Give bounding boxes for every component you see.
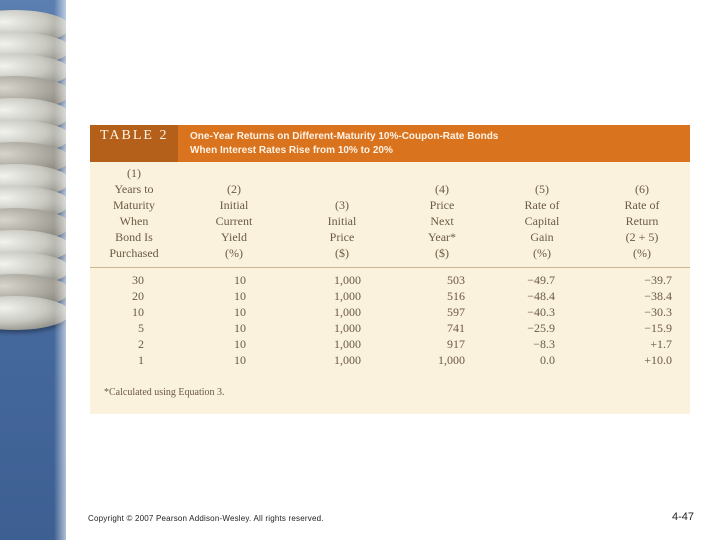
table-title <box>190 130 680 158</box>
cell-initial-price: 1,000 <box>334 353 361 367</box>
cell-price-next-year: 516 <box>447 289 465 303</box>
column-header-current-yield: (2) Initial Current Yield (%) <box>178 162 290 268</box>
cell-price-next-year: 741 <box>447 321 465 335</box>
table-banner <box>90 125 690 162</box>
cell-maturity: 20 <box>132 289 144 303</box>
cell-initial-price: 1,000 <box>334 337 361 351</box>
column-header-rate-of-return: (6) Rate of Return (2 + 5) (%) <box>594 162 690 268</box>
cell-capital-gain: −8.3 <box>533 337 555 351</box>
table-row <box>90 268 690 289</box>
cell-maturity: 5 <box>138 321 144 335</box>
table-label: TABLE 2 <box>90 125 178 162</box>
cell-capital-gain: −48.4 <box>527 289 555 303</box>
cell-rate-of-return: −39.7 <box>644 273 672 287</box>
cell-maturity: 30 <box>132 273 144 287</box>
column-header-maturity: (1) Years to Maturity When Bond Is Purchased <box>90 162 178 268</box>
cell-maturity: 10 <box>132 305 144 319</box>
cell-current-yield: 10 <box>234 273 246 287</box>
cell-rate-of-return: +10.0 <box>644 353 672 367</box>
table-title-line-1: One-Year Returns on Different-Maturity 10%-Coupon-Rate Bonds <box>190 131 499 142</box>
cell-current-yield: 10 <box>234 289 246 303</box>
cell-rate-of-return: −15.9 <box>644 321 672 335</box>
table-row <box>90 304 690 320</box>
slide-number: 4-47 <box>672 511 695 523</box>
column-header-capital-gain: (5) Rate of Capital Gain (%) <box>490 162 594 268</box>
cell-initial-price: 1,000 <box>334 321 361 335</box>
table-panel <box>90 125 690 414</box>
header-row <box>90 162 690 268</box>
cell-current-yield: 10 <box>234 337 246 351</box>
copyright-notice: Copyright © 2007 Pearson Addison-Wesley. All rights reserved. <box>88 514 324 523</box>
cell-rate-of-return: +1.7 <box>650 337 672 351</box>
cell-initial-price: 1,000 <box>334 305 361 319</box>
cell-maturity: 1 <box>138 353 144 367</box>
table-row <box>90 336 690 352</box>
column-header-price-next-year: (4) Price Next Year* ($) <box>394 162 490 268</box>
cell-current-yield: 10 <box>234 321 246 335</box>
cell-price-next-year: 917 <box>447 337 465 351</box>
cell-price-next-year: 597 <box>447 305 465 319</box>
coin-stack-image <box>0 0 66 540</box>
cell-current-yield: 10 <box>234 305 246 319</box>
cell-initial-price: 1,000 <box>334 289 361 303</box>
cell-rate-of-return: −38.4 <box>644 289 672 303</box>
cell-current-yield: 10 <box>234 353 246 367</box>
cell-capital-gain: −25.9 <box>527 321 555 335</box>
cell-rate-of-return: −30.3 <box>644 305 672 319</box>
table-row <box>90 352 690 368</box>
cell-initial-price: 1,000 <box>334 273 361 287</box>
cell-capital-gain: −40.3 <box>527 305 555 319</box>
returns-table <box>90 162 690 368</box>
table-footnote: *Calculated using Equation 3. <box>104 387 225 398</box>
column-header-initial-price: (3) Initial Price ($) <box>290 162 394 268</box>
cell-capital-gain: −49.7 <box>527 273 555 287</box>
cell-price-next-year: 503 <box>447 273 465 287</box>
table-title-line-2: When Interest Rates Rise from 10% to 20% <box>190 145 393 156</box>
cell-maturity: 2 <box>138 337 144 351</box>
cell-capital-gain: 0.0 <box>540 353 555 367</box>
table-row <box>90 320 690 336</box>
edge-fade <box>54 0 66 540</box>
cell-price-next-year: 1,000 <box>438 353 465 367</box>
table-row <box>90 288 690 304</box>
